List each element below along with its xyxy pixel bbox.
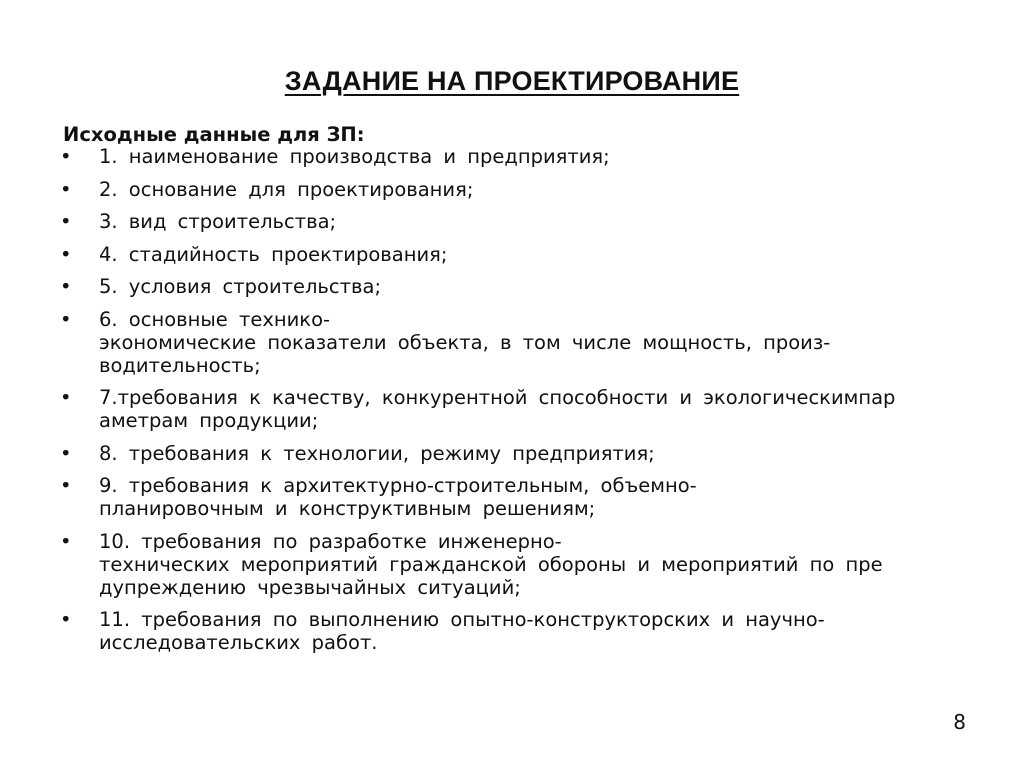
bullet-icon: • xyxy=(60,307,72,331)
bullet-icon: • xyxy=(60,242,72,266)
list-item-text: экономические показатели объекта, в том числе мощность, произ- xyxy=(99,330,831,354)
list-item-text: 2. основание для проектирования; xyxy=(99,177,474,201)
list-item xyxy=(0,474,1024,520)
list-item-text: 10. требования по разработке инженерно- xyxy=(99,529,562,553)
list-item-text: 4. стадийность проектирования; xyxy=(99,242,448,266)
bullet-icon: • xyxy=(60,145,72,168)
bullet-icon: • xyxy=(60,608,72,631)
bullet-icon: • xyxy=(60,177,72,201)
bullet-icon: • xyxy=(60,441,72,465)
list-item-text: технических мероприятий гражданской обороны и мероприятий по пре xyxy=(99,552,883,576)
bullet-icon: • xyxy=(60,275,72,298)
list-item-text: 8. требования к технологии, режиму предприятия; xyxy=(99,441,655,465)
list-item xyxy=(0,308,1024,377)
list-item xyxy=(0,210,1024,233)
bullet-icon: • xyxy=(60,529,72,553)
requirements-list xyxy=(0,145,1024,664)
list-item-text: планировочным и конструктивным решениям; xyxy=(99,497,596,520)
list-item-text: дупреждению чрезвычайных ситуаций; xyxy=(99,575,521,599)
list-item xyxy=(0,442,1024,465)
bullet-icon: • xyxy=(60,386,72,409)
list-item-text: 5. условия строительства; xyxy=(99,275,382,298)
page-number: 8 xyxy=(953,710,966,734)
list-item xyxy=(0,530,1024,599)
list-item-text: 3. вид строительства; xyxy=(99,210,337,233)
bullet-icon: • xyxy=(60,474,72,497)
list-item-text: аметрам продукции; xyxy=(99,409,319,432)
list-item xyxy=(0,178,1024,201)
list-item-text: водительность; xyxy=(99,353,261,377)
list-item-text: 7.требования к качеству, конкурентной способности и экологическимпар xyxy=(99,386,896,409)
list-item-text: 6. основные технико- xyxy=(99,307,331,331)
list-item-text: 1. наименование производства и предприятия; xyxy=(99,145,610,168)
list-item xyxy=(0,145,1024,168)
list-item-text: исследовательских работ. xyxy=(99,631,378,654)
list-item xyxy=(0,608,1024,654)
list-item-text: 9. требования к архитектурно-строительным, объемно- xyxy=(99,474,697,497)
slide-title: ЗАДАНИЕ НА ПРОЕКТИРОВАНИЕ xyxy=(284,66,740,96)
list-item xyxy=(0,243,1024,266)
bullet-icon: • xyxy=(60,210,72,233)
list-item-text: 11. требования по выполнению опытно-конструкторских и научно- xyxy=(99,608,825,631)
list-item xyxy=(0,275,1024,298)
subheading: Исходные данные для ЗП: xyxy=(63,123,365,146)
list-item xyxy=(0,386,1024,432)
